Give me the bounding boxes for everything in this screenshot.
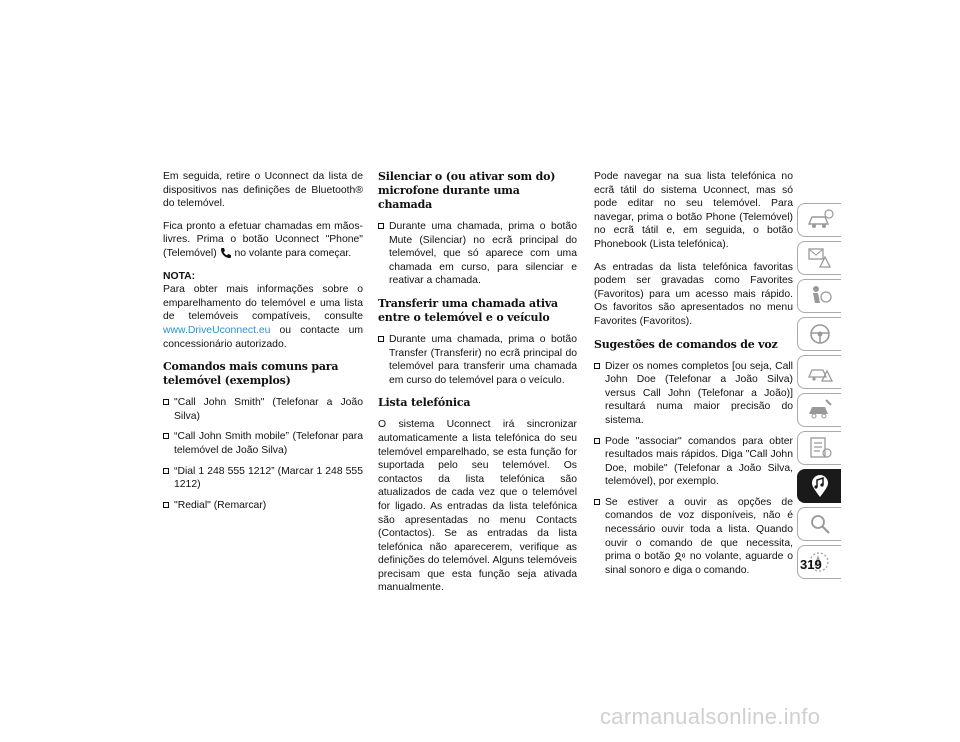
column-middle bbox=[378, 170, 577, 604]
note-label: NOTA: bbox=[163, 270, 196, 282]
list-item: "Call John Smith" (Telefonar a João Silva) bbox=[163, 396, 363, 423]
section-heading: Lista telefónica bbox=[378, 396, 471, 410]
tab-warning-lights[interactable] bbox=[797, 241, 841, 275]
warning-lights-icon bbox=[806, 245, 834, 271]
phone-icon bbox=[220, 247, 232, 259]
list-item: Dizer os nomes completos [ou seja, Call John Doe (Telefonar a João Silva) versus Call John (Telefonar a João)] resultará numa maior precisão do sistema. bbox=[594, 360, 793, 428]
voice-command-icon bbox=[674, 551, 686, 563]
tab-car-info[interactable] bbox=[797, 203, 841, 237]
watermark: carmanualsonline.info bbox=[600, 704, 821, 729]
page-number: 319 bbox=[800, 557, 822, 572]
command-list bbox=[163, 396, 363, 512]
bullet-list bbox=[378, 333, 577, 387]
note: NOTA: Para obter mais informações sobre o emparelhamento do telemóvel e uma lista de telemóveis compatíveis, consulte www.DriveUconnect.eu ou contacte um concessionário autorizado. bbox=[163, 270, 364, 350]
hazard-car-icon bbox=[806, 359, 834, 385]
car-info-icon bbox=[806, 207, 834, 233]
list-item: “Call John Smith mobile” (Telefonar para telemóvel de João Silva) bbox=[163, 430, 363, 457]
chapter-tab-strip bbox=[797, 203, 841, 583]
column-right bbox=[594, 170, 793, 586]
list-item: “Dial 1 248 555 1212” (Marcar 1 248 555 1212) bbox=[163, 465, 363, 492]
paragraph: Em seguida, retire o Uconnect da lista de dispositivos nas definições de Bluetooth® do telemóvel. bbox=[163, 171, 363, 210]
section-heading: Comandos mais comuns para telemóvel (exemplos) bbox=[163, 360, 339, 388]
bullet-list bbox=[378, 220, 577, 288]
voice-tips-list bbox=[594, 360, 793, 578]
list-item: Pode "associar" comandos para obter resultados mais rápidos. Diga "Call John Doe, mobile" (Telefonar a João Silva, telemóvel), por exemplo. bbox=[594, 435, 793, 489]
airbag-safety-icon bbox=[806, 283, 834, 309]
car-service-icon bbox=[806, 397, 834, 423]
tab-airbag-safety[interactable] bbox=[797, 279, 841, 313]
section-heading: Silenciar o (ou ativar som do) microfone durante uma chamada bbox=[378, 170, 556, 211]
list-item: Durante uma chamada, prima o botão Mute (Silenciar) no ecrã principal do telemóvel, que só aparece com uma chamada em curso, para silenciar e reativar a chamada. bbox=[378, 220, 577, 288]
multimedia-icon bbox=[806, 473, 834, 499]
paragraph: Fica pronto a efetuar chamadas em mãos-livres. Prima o botão Uconnect "Phone" (Telemóvel) no volante para começar. bbox=[163, 220, 363, 259]
column-left bbox=[163, 170, 363, 521]
specifications-icon bbox=[806, 435, 834, 461]
tab-search-index[interactable] bbox=[797, 507, 841, 541]
tab-hazard-car[interactable] bbox=[797, 355, 841, 389]
search-index-icon bbox=[806, 511, 834, 537]
steering-wheel-icon bbox=[806, 321, 834, 347]
paragraph: Pode navegar na sua lista telefónica no ecrã tátil do sistema Uconnect, mas só pode editar no seu telemóvel. Para navegar, prima o botão Phone (Telemóvel) no ecrã tátil e, em seguida, o botão Phonebook (Lista telefónica). bbox=[594, 171, 793, 250]
tab-steering-wheel[interactable] bbox=[797, 317, 841, 351]
tab-multimedia[interactable] bbox=[797, 469, 841, 503]
list-item: Durante uma chamada, prima o botão Transfer (Transferir) no ecrã principal do telemóvel para transferir uma chamada em curso do telemóvel para o veículo. bbox=[378, 333, 577, 387]
tab-car-service[interactable] bbox=[797, 393, 841, 427]
section-heading: Sugestões de comandos de voz bbox=[594, 337, 778, 351]
list-item: "Redial" (Remarcar) bbox=[163, 499, 363, 513]
paragraph: As entradas da lista telefónica favoritas podem ser gravadas como Favorites (Favoritos) para um acesso mais rápido. Os favoritos são apresentados no menu Favorites (Favoritos). bbox=[594, 261, 793, 327]
paragraph: O sistema Uconnect irá sincronizar automaticamente a lista telefónica do seu telemóvel emparelhado, se esta função for suportada pelo seu telemóvel. Os contactos da lista telefónica são atualizados de cada vez que o telemóvel for ligado. As entradas da lista telefónica são apresentadas no menu Contacts (Contactos). Se as entradas da lista telefónica não aparecerem, verifique as definições do telemóvel. Alguns telemóveis precisam que esta função seja ativada manualmente. bbox=[378, 419, 577, 594]
tab-specifications[interactable] bbox=[797, 431, 841, 465]
website-link[interactable]: www.DriveUconnect.eu bbox=[163, 324, 271, 336]
list-item: Se estiver a ouvir as opções de comandos de voz disponíveis, não é necessário ouvir toda a lista. Quando ouvir o comando de que necessita, prima o botão no volante, aguarde o sinal sonoro e diga o comando. bbox=[594, 496, 793, 578]
section-heading: Transferir uma chamada ativa entre o telemóvel e o veículo bbox=[378, 296, 558, 324]
